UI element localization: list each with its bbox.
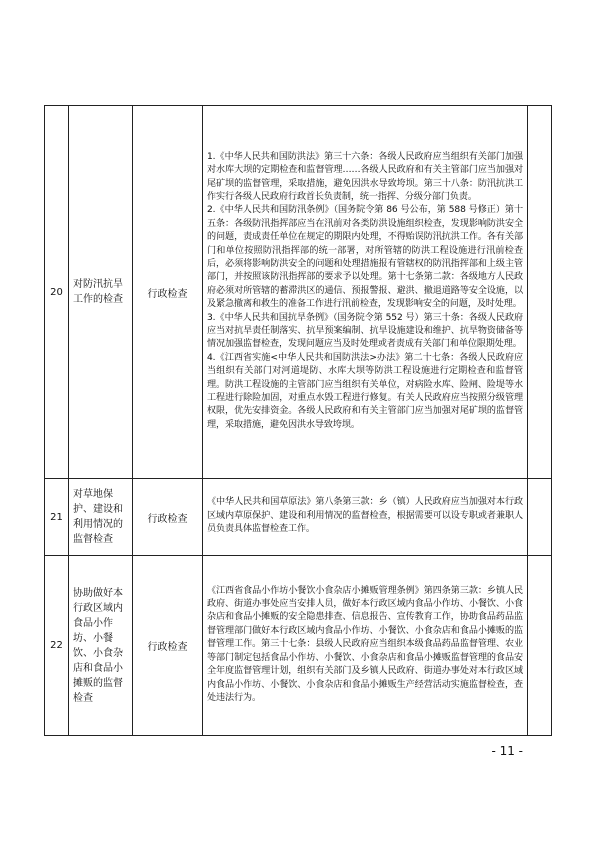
- basis-paragraph: 《江西省食品小作坊小餐饮小食杂店小摊贩管理条例》第四条第三款：乡镇人民政府、街道办事处应当安排人员，做好本行政区域内食品小作坊、小餐饮、小食杂店和食品小摊贩的安全隐患排查、信息报告、宣传教育工作，协助食品药品监督管理部门做好本行政区域内食品小作坊、小餐饮、小食杂店和食品小摊贩的监督管理工作。第三十七条：县级人民政府应当组织本级食品药品监督管理、农业等部门制定包括食品小作坊、小餐饮、小食杂店和食品小摊贩监督管理的食品安全年度监督管理计划，组织有关部门及乡镇人民政府、街道办事处对本行政区域内食品小作坊、小餐饮、小食杂店和食品小摊贩生产经营活动实施监督检查，查处违法行为。: [207, 585, 523, 703]
- row-number: 20: [45, 106, 69, 479]
- page-number: - 11 -: [491, 744, 523, 758]
- item-name: 对草地保护、建设和利用情况的监督检查: [69, 479, 133, 556]
- empty-cell: [528, 479, 552, 556]
- table-row: [45, 479, 552, 556]
- table-row: [45, 106, 552, 479]
- basis-paragraph: 3.《中华人民共和国抗旱条例》（国务院令第 552 号）第三十条：各级人民政府应当对抗旱责任制落实、抗旱预案编制、抗旱设施建设和维护、抗旱物资储备等情况加强监督检查，发现问题应当及时处理或者责成有关部门和单位限期处理。: [207, 312, 523, 350]
- empty-cell: [528, 106, 552, 479]
- row-number: 21: [45, 479, 69, 556]
- item-type: 行政检查: [133, 556, 203, 736]
- row-number: 22: [45, 556, 69, 736]
- legal-basis: [203, 479, 528, 556]
- basis-paragraph: 2.《中华人民共和国防汛条例》（国务院令第 86 号公布，第 588 号修正）第十五条：各级防汛指挥部应当在汛前对各类防洪设施组织检查，发现影响防洪安全的问题，责成责任单位在规定的期限内处理，不得贻误防汛抗洪工作。各有关部门和单位按照防汛指挥部的统一部署，对所管辖的防洪工程设施进行汛前检查后，必须将影响防洪安全的问题和处理措施报有管辖权的防汛指挥部和上级主管部门，并按照该防汛指挥部的要求予以处理。第十七条第二款：各级地方人民政府必须对所管辖的蓄滞洪区的通信、预报警报、避洪、撤退道路等安全设施，以及紧急撤离和救生的准备工作进行汛前检查，发现影响安全的问题，及时处理。: [207, 205, 523, 310]
- item-type: 行政检查: [133, 479, 203, 556]
- basis-paragraph: 4.《江西省实施<中华人民共和国防洪法>办法》第二十七条：各级人民政府应当组织有关部门对河道堤防、水库大坝等防洪工程设施进行定期检查和监督管理。防洪工程设施的主管部门应当组织有关单位，对病险水库、险闸、险堤等水工程进行除险加固，对重点水毁工程进行修复。有关人民政府应当按照分级管理权限，优先安排资金。各级人民政府和有关主管部门应当加强对尾矿坝的监督管理，采取措施，避免因洪水导致垮坝。: [207, 352, 523, 430]
- powers-table: [44, 105, 552, 736]
- basis-paragraph: 1.《中华人民共和国防洪法》第三十六条：各级人民政府应当组织有关部门加强对水库大坝的定期检查和监督管理……各级人民政府和有关主管部门应当加强对尾矿坝的监督管理，采取措施，避免因洪水导致垮坝。第三十八条：防汛抗洪工作实行各级人民政府行政首长负责制，统一指挥、分级分部门负责。: [207, 151, 523, 202]
- item-name: 协助做好本行政区域内食品小作坊、小餐饮、小食杂店和食品小摊贩的监督检查: [69, 556, 133, 736]
- empty-cell: [528, 556, 552, 736]
- item-type: 行政检查: [133, 106, 203, 479]
- basis-paragraph: 《中华人民共和国草原法》第八条第三款：乡（镇）人民政府应当加强对本行政区域内草原保护、建设和利用情况的监督检查，根据需要可以设专职或者兼职人员负责具体监督检查工作。: [207, 497, 523, 535]
- legal-basis: [203, 106, 528, 479]
- legal-basis: [203, 556, 528, 736]
- item-name: 对防汛抗旱工作的检查: [69, 106, 133, 479]
- table-row: [45, 556, 552, 736]
